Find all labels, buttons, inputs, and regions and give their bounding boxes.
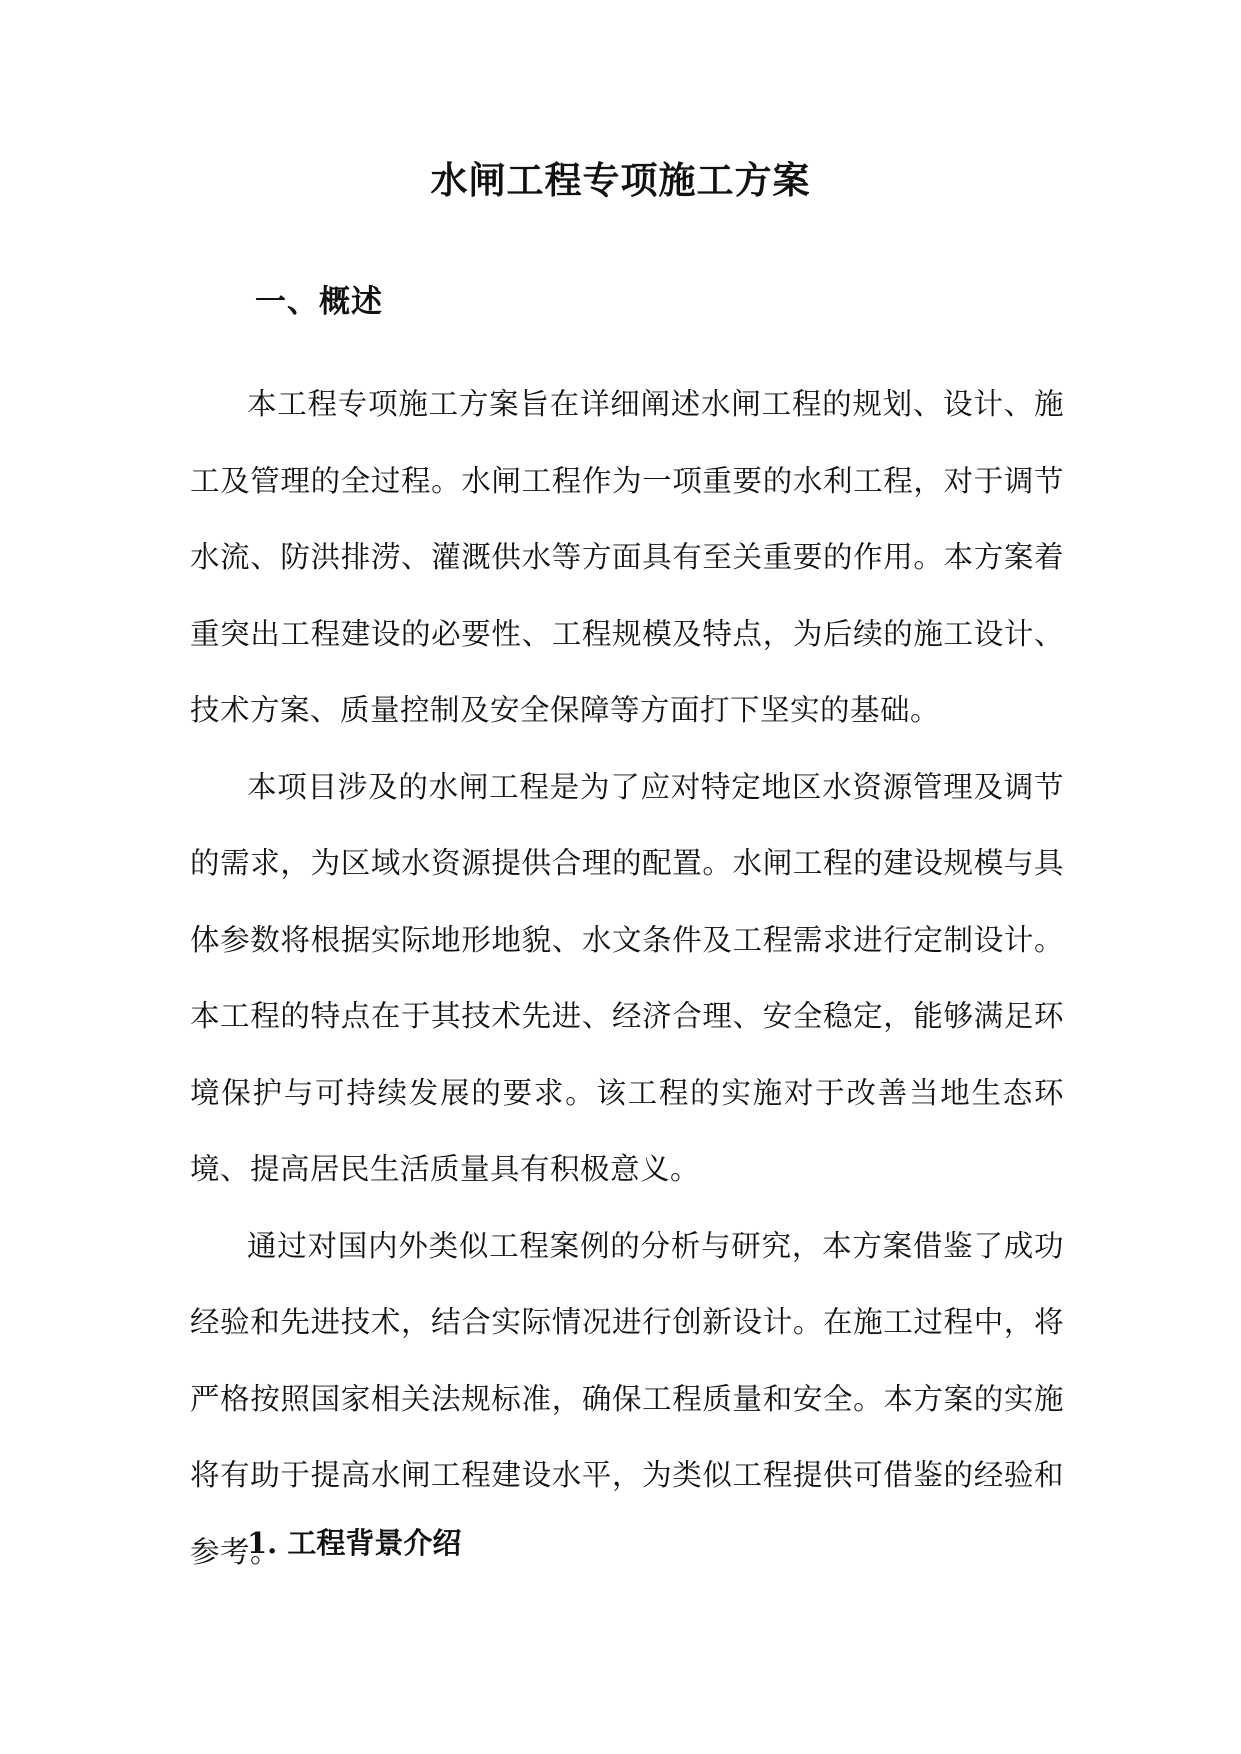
body-text — [190, 366, 1064, 1590]
paragraph-methodology: 通过对国内外类似工程案例的分析与研究，本方案借鉴了成功经验和先进技术，结合实际情况进行创新设计。在施工过程中，将严格按照国家相关法规标准，确保工程质量和安全。本方案的实施将有助于提高水闸工程建设水平，为类似工程提供可借鉴的经验和参考。 — [190, 1228, 1064, 1569]
page-title: 水闸工程专项施工方案 — [430, 158, 811, 202]
paragraph-scope: 本项目涉及的水闸工程是为了应对特定地区水资源管理及调节的需求，为区域水资源提供合理的配置。水闸工程的建设规模与具体参数将根据实际地形地貌、水文条件及工程需求进行定制设计。本工程的特点在于其技术先进、经济合理、安全稳定，能够满足环境保护与可持续发展的要求。该工程的实施对于改善当地生态环境、提高居民生活质量具有积极意义。 — [190, 769, 1064, 1186]
subsection-heading-background: 1. 工程背景介绍 — [247, 1526, 462, 1560]
section-heading-overview: 一、概述 — [255, 284, 383, 320]
paragraph-purpose: 本工程专项施工方案旨在详细阐述水闸工程的规划、设计、施工及管理的全过程。水闸工程作为一项重要的水利工程，对于调节水流、防洪排涝、灌溉供水等方面具有至关重要的作用。本方案着重突出工程建设的必要性、工程规模及特点，为后续的施工设计、技术方案、质量控制及安全保障等方面打下坚实的基础。 — [190, 387, 1064, 727]
